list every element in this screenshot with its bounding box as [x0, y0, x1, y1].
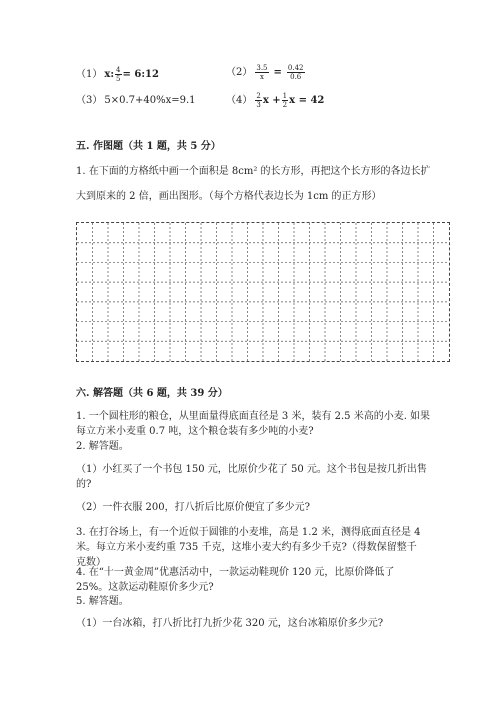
equation-1: （1） x: $\frac{4}{5}$ = 6:12: [76, 66, 159, 83]
section-6-q2: 2. 解答题。: [76, 441, 129, 452]
graph-paper-grid[interactable]: [76, 222, 450, 362]
section-6-q5: 5. 解答题。: [76, 596, 129, 607]
equation-1-fraction: $\frac{4}{5}$: [116, 66, 121, 83]
section-6-q5-sub1: （1）一台冰箱，打八折比打九折少花 320 元，这台冰箱原价多少元?: [76, 618, 384, 629]
equation-1-rhs: = 6:12: [122, 69, 159, 80]
section-6-q3-line3: 克数）: [76, 557, 106, 568]
equation-4: （4） $\frac{2}{3}$ x + $\frac{1}{2}$ x = 42: [226, 92, 325, 109]
equation-3: （3） 5×0.7+40%x=9.1: [76, 95, 196, 106]
section-6-q1-line2: 每立方米小麦重 0.7 吨，这个粮仓装有多少吨的小麦?: [76, 426, 314, 437]
grid-lines: [77, 223, 449, 361]
equation-1-var: x: [104, 69, 111, 80]
equation-2: （2） $\frac{3.5}{x}$ = $\frac{0.42}{0.6}$: [226, 64, 304, 81]
section-6-q3-line1: 3. 在打谷场上，有一个近似于圆锥的小麦堆，高是 1.2 米，测得底面直径是 4: [76, 527, 421, 538]
section-6-q1-line1: 1. 一个圆柱形的粮仓，从里面量得底面直径是 3 米，装有 2.5 米高的小麦. 如果: [76, 411, 431, 422]
section-5-q1-line1: 1. 在下面的方格纸中画一个面积是 8cm² 的长方形，再把这个长方形的各边长扩: [76, 166, 431, 177]
section-6-q3-line2: 米。每立方米小麦约重 735 千克，这堆小麦大约有多少千克?（得数保留整千: [76, 542, 417, 553]
section-5-title: 五. 作图题（共 1 题，共 5 分）: [76, 141, 221, 152]
section-6-title: 六. 解答题（共 6 题，共 39 分）: [76, 388, 228, 399]
equation-2-fraction-left: $\frac{3.5}{x}$: [256, 64, 268, 81]
equation-3-text: 5×0.7+40%x=9.1: [104, 95, 196, 106]
section-6-q2-sub2: （2）一件衣服 200，打八折后比原价便宜了多少元?: [76, 502, 310, 513]
equation-4-fraction-1: $\frac{2}{3}$: [256, 92, 261, 109]
section-6-q2-sub1: （1）小红买了一个书包 150 元，比原价少花了 50 元。这个书包是按几折出售: [76, 464, 427, 475]
section-6-q4-line2: 25%。这款运动鞋原价多少元?: [76, 582, 214, 593]
section-6-q4-line1: 4. 在“十一黄金周”优惠活动中，一款运动鞋现价 120 元，比原价降低了: [76, 567, 395, 578]
equation-2-fraction-right: $\frac{0.42}{0.6}$: [287, 64, 304, 81]
equation-4-fraction-2: $\frac{1}{2}$: [282, 92, 288, 109]
section-5-q1-line2: 大到原来的 2 倍，画出图形。（每个方格代表边长为 1cm 的正方形）: [76, 191, 382, 202]
section-6-q2-sub1-end: 的?: [76, 479, 92, 490]
